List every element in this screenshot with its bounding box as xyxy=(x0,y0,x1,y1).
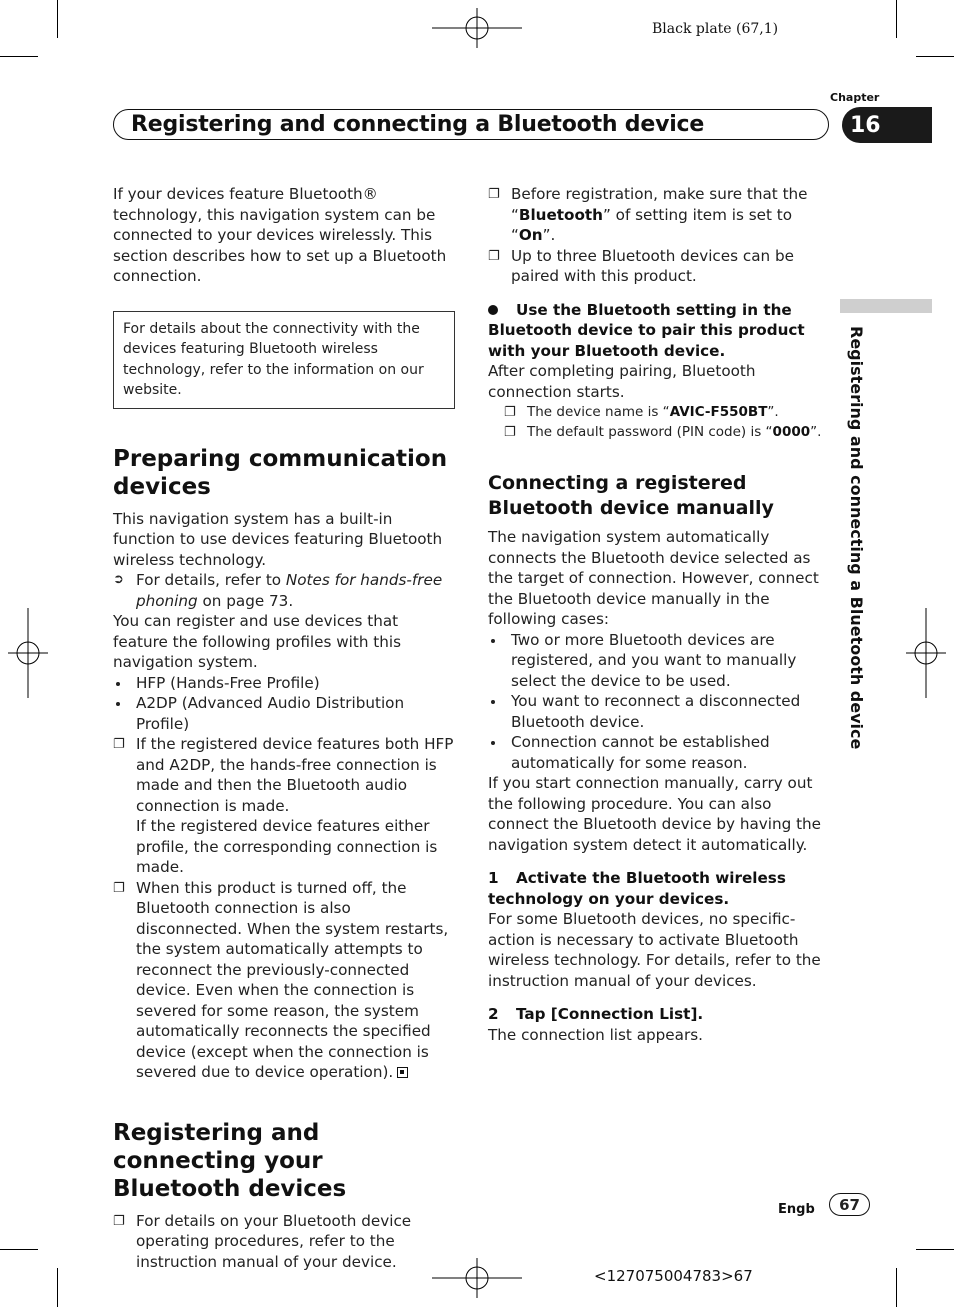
list-item xyxy=(488,691,830,732)
note-text: When this product is turned off, the Bluetooth connection is also disconnected. When the system restarts, the system automatically attempts to reconnect the previously-connected device. Even when the connection is severed for some reason, the system automatically reconnects the specified device (except when the connection is severed due to device operation). xyxy=(136,878,449,1081)
note-checkbox-icon: ❐ xyxy=(113,1213,125,1229)
crop-mark xyxy=(0,1249,38,1250)
note-checkbox-icon: ❐ xyxy=(113,880,125,896)
section-title-connecting: Connecting a registered Bluetooth device manually xyxy=(488,472,774,519)
side-tab xyxy=(840,299,932,313)
crop-mark xyxy=(916,56,954,57)
chapter-number-badge xyxy=(842,107,932,143)
note-item xyxy=(488,184,830,246)
note-checkbox-icon: ❐ xyxy=(504,425,516,440)
list-item xyxy=(488,732,830,773)
after-pairing-text: After completing pairing, Bluetooth connection starts. xyxy=(488,362,756,401)
plate-label: Black plate (67,1) xyxy=(652,21,779,37)
note-text: ” of setting item is set to “ xyxy=(511,205,793,244)
note-text: Up to three Bluetooth devices can be paired with this product. xyxy=(511,246,794,285)
page-number xyxy=(829,1193,870,1216)
note-item xyxy=(488,422,830,442)
cross-reference xyxy=(113,570,456,611)
note-text: If the registered device features both HFP and A2DP, the hands-free connection is made and then the Bluetooth audio connection is made. xyxy=(136,735,454,815)
section-title-registering: Registering and connecting your Bluetooth devices xyxy=(113,1119,347,1202)
step-2-title xyxy=(488,1004,830,1025)
list-item xyxy=(488,630,830,692)
profile-hfp: HFP (Hands-Free Profile) xyxy=(136,673,320,692)
cross-reference-post: on page 73. xyxy=(197,591,294,610)
preparing-intro: This navigation system has a built-in function to use devices featuring Bluetooth wireless technology. xyxy=(113,509,443,569)
note-checkbox-icon: ❐ xyxy=(488,187,500,202)
case-text: You want to reconnect a disconnected Bluetooth device. xyxy=(511,692,801,731)
step-title-text: Tap [Connection List]. xyxy=(516,1005,704,1023)
setting-value: On xyxy=(518,226,543,244)
note-item xyxy=(113,1211,456,1273)
registration-mark-icon xyxy=(906,608,946,698)
note-text: If the registered device features either profile, the corresponding connection is made. xyxy=(136,817,438,876)
step-2-text: The connection list appears. xyxy=(488,1025,703,1044)
language-code: Engb xyxy=(778,1202,815,1217)
note-item xyxy=(113,878,456,1083)
bullet-icon xyxy=(488,305,498,315)
note-text: For details on your Bluetooth device operating procedures, refer to the instruction manual of your device. xyxy=(136,1211,412,1271)
connecting-procedure-intro: If you start connection manually, carry out the following procedure. You can also connect the Bluetooth device by having the navigation system detect it automatically. xyxy=(488,774,822,854)
list-item xyxy=(113,693,456,734)
case-text: Two or more Bluetooth devices are registered, and you want to manually select the device to be used. xyxy=(511,630,797,690)
procedure-heading-text: Use the Bluetooth setting in the Bluetooth device to pair this product with your Bluetooth device. xyxy=(488,300,805,360)
step-1-title xyxy=(488,868,830,909)
cross-reference-link[interactable]: Notes for hands-free phoning xyxy=(136,571,443,610)
note-item xyxy=(488,402,830,422)
pin-code: 0000 xyxy=(772,424,811,440)
registration-mark-icon xyxy=(8,608,48,698)
note-text: ”. xyxy=(542,226,556,244)
side-tab-text: Registering and connecting a Bluetooth device xyxy=(847,326,866,750)
crop-mark xyxy=(57,0,58,38)
note-text: The default password (PIN code) is “ xyxy=(527,424,773,440)
profiles-intro: You can register and use devices that feature the following profiles with this navigation system. xyxy=(113,612,401,671)
list-item xyxy=(113,673,456,694)
note-checkbox-icon: ❐ xyxy=(488,248,500,264)
case-text: Connection cannot be established automatically for some reason. xyxy=(511,733,770,772)
step-number: 1 xyxy=(488,869,499,887)
crop-mark xyxy=(0,56,38,57)
crop-mark xyxy=(896,0,897,38)
chapter-title: Registering and connecting a Bluetooth device xyxy=(131,112,705,137)
end-mark-icon xyxy=(397,1067,408,1078)
crop-mark xyxy=(57,1268,58,1307)
step-1-text: For some Bluetooth devices, no specific-action is necessary to activate Bluetooth wireless technology. For details, refer to the instruction manual of your devices. xyxy=(488,910,821,990)
right-column xyxy=(488,184,830,1045)
chapter-header-bar xyxy=(113,109,829,140)
bullet-icon xyxy=(491,741,495,745)
setting-name: Bluetooth xyxy=(518,205,603,224)
connecting-intro: The navigation system automatically connects the Bluetooth device selected as the target of connection. However, connect the Bluetooth device manually in the following cases: xyxy=(488,528,819,628)
step-number: 2 xyxy=(488,1005,499,1023)
website-note-box xyxy=(113,311,455,409)
note-checkbox-icon: ❐ xyxy=(504,405,516,420)
note-text: ”. xyxy=(810,424,822,440)
bullet-icon xyxy=(491,700,495,704)
chapter-label: Chapter xyxy=(830,91,880,104)
arrow-icon: ➲ xyxy=(113,572,124,587)
bullet-icon xyxy=(491,639,495,643)
note-checkbox-icon: ❐ xyxy=(113,737,125,752)
procedure-heading xyxy=(488,300,830,362)
note-text: ”. xyxy=(767,404,779,420)
step-title-text: Activate the Bluetooth wireless technology on your devices. xyxy=(488,869,786,908)
device-name: AVIC-F550BT xyxy=(669,404,768,420)
profile-a2dp: A2DP (Advanced Audio Distribution Profile) xyxy=(136,694,405,733)
note-item xyxy=(488,246,830,287)
bullet-icon xyxy=(116,702,120,706)
intro-paragraph: If your devices feature Bluetooth® technology, this navigation system can be connected to your devices wirelessly. This section describes how to set up a Bluetooth connection. xyxy=(113,185,447,285)
website-note-text: For details about the connectivity with the devices featuring Bluetooth wireless technology, refer to the information on our website. xyxy=(123,320,424,398)
note-item xyxy=(113,734,456,878)
registration-mark-icon xyxy=(432,8,522,48)
crop-mark xyxy=(916,1249,954,1250)
cross-reference-pre: For details, refer to xyxy=(136,571,286,589)
note-text: The device name is “ xyxy=(527,404,670,420)
left-column xyxy=(113,184,456,1272)
bullet-icon xyxy=(116,682,120,686)
crop-mark xyxy=(896,1268,897,1307)
document-code: <127075004783>67 xyxy=(594,1267,753,1285)
note-text: Before registration, make sure that the “ xyxy=(511,185,808,224)
chapter-number: 16 xyxy=(850,112,881,138)
page-number-text: 67 xyxy=(839,1195,860,1214)
section-title-preparing: Preparing communication devices xyxy=(113,445,448,500)
